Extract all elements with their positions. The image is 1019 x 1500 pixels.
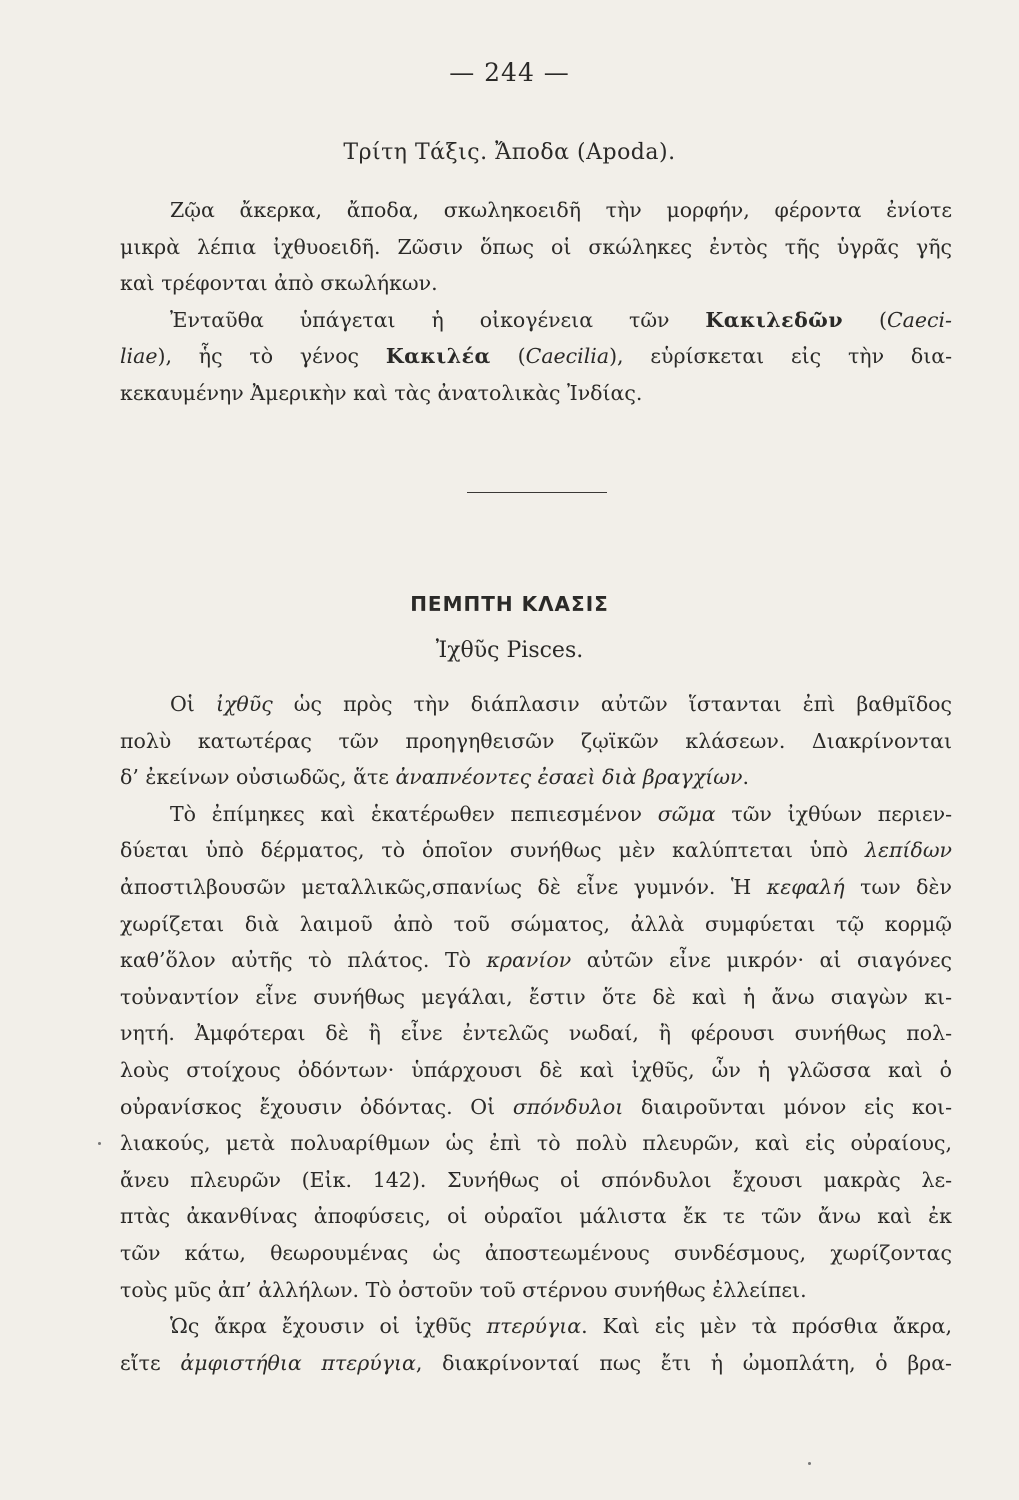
text-line: δ’ ἐκείνων οὐσιωδῶς, ἅτε ἀναπνέοντες ἐσαεὶ διὰ βραγχίων. bbox=[120, 765, 749, 790]
order-title: Τρίτη Τάξις. Ἄποδα (Apoda). bbox=[343, 140, 676, 165]
genus-name: Κακιλέα bbox=[385, 344, 491, 369]
text-line: λιακούς, μετὰ πολυαρίθμων ὡς ἐπὶ τὸ πολὺ πλευρῶν, καὶ εἰς οὐραίους, bbox=[120, 1131, 952, 1156]
text-line: χωρίζεται διὰ λαιμοῦ ἀπὸ τοῦ σώματος, ἀλλὰ συμφύεται τῷ κορμῷ bbox=[120, 911, 952, 936]
text-line: οὐρανίσκος ἔχουσιν ὀδόντας. Οἱ σπόνδυλοι διαιροῦνται μόνον εἰς κοι- bbox=[120, 1094, 952, 1119]
class-subtitle: Ἰχθῦς Pisces. bbox=[435, 638, 584, 663]
text-line: liae), ἧς τὸ γένος Κακιλέα (Caecilia), εὑρίσκεται εἰς τὴν δια- bbox=[120, 344, 953, 369]
section-divider bbox=[467, 492, 607, 493]
text-line: τῶν κάτω, θεωρουμένας ὡς ἀποστεωμένους συνδέσμους, χωρίζοντας bbox=[120, 1240, 952, 1265]
text-line: τοὺς μῦς ἀπ’ ἀλλήλων. Τὸ ὀστοῦν τοῦ στέρνου συνήθως ἐλλείπει. bbox=[120, 1277, 807, 1302]
text-line: Ζῷα ἄκερκα, ἄποδα, σκωληκοειδῆ τὴν μορφήν, φέροντα ἐνίοτε bbox=[170, 198, 952, 222]
pisces-description bbox=[120, 686, 952, 1381]
class-heading: ΠΕΜΠΤΗ ΚΛΑΣΙΣ bbox=[410, 592, 609, 616]
text-line: Οἱ ἰχθῦς ὡς πρὸς τὴν διάπλασιν αὐτῶν ἵστανται ἐπὶ βαθμῖδος bbox=[170, 692, 952, 716]
text-line: ἀποστιλβουσῶν μεταλλικῶς,σπανίως δὲ εἶνε γυμνόν. Ἡ κεφαλή των δὲν bbox=[120, 874, 952, 899]
text-line: πολὺ κατωτέρας τῶν προηγηθεισῶν ζῳϊκῶν κλάσεων. Διακρίνονται bbox=[120, 728, 952, 753]
text-line: Τὸ ἐπίμηκες καὶ ἑκατέρωθεν πεπιεσμένον σῶμα τῶν ἰχθύων περιεν- bbox=[170, 801, 952, 826]
text-line: Ἐνταῦθα ὑπάγεται ἡ οἰκογένεια τῶν Κακιλεδῶν (Caeci- bbox=[170, 307, 952, 332]
paper-speck bbox=[808, 1462, 811, 1465]
page-number: — 244 — bbox=[449, 58, 570, 87]
text-line: Ὡς ἄκρα ἔχουσιν οἱ ἰχθῦς πτερύγια. Καὶ εἰς μὲν τὰ πρόσθια ἄκρα, bbox=[170, 1314, 952, 1339]
family-name: Κακιλεδῶν bbox=[705, 307, 844, 332]
text-line: καθ’ὅλον αὐτῆς τὸ πλάτος. Τὸ κρανίον αὐτῶν εἶνε μικρόν· αἱ σιαγόνες bbox=[120, 948, 952, 973]
order-description bbox=[120, 192, 952, 412]
text-line: λοὺς στοίχους ὀδόντων· ὑπάρχουσι δὲ καὶ ἰχθῦς, ὧν ἡ γλῶσσα καὶ ὁ bbox=[120, 1057, 952, 1082]
text-line: δύεται ὑπὸ δέρματος, τὸ ὁποῖον συνήθως μὲν καλύπτεται ὑπὸ λεπίδων bbox=[120, 838, 952, 863]
text-line: πτὰς ἀκανθίνας ἀποφύσεις, οἱ οὐραῖοι μάλιστα ἔκ τε τῶν ἄνω καὶ ἐκ bbox=[120, 1204, 952, 1229]
text-line: εἴτε ἀμφιστήθια πτερύγια, διακρίνονταί πως ἔτι ἡ ὠμοπλάτη, ὁ βρα- bbox=[120, 1350, 952, 1375]
text-line: καὶ τρέφονται ἀπὸ σκωλήκων. bbox=[120, 271, 438, 296]
paper-speck bbox=[98, 1142, 101, 1145]
text-line: κεκαυμένην Ἀμερικὴν καὶ τὰς ἀνατολικὰς Ἰνδίας. bbox=[120, 380, 643, 405]
text-line: ἄνευ πλευρῶν (Εἰκ. 142). Συνήθως οἱ σπόνδυλοι ἔχουσι μακρὰς λε- bbox=[120, 1167, 952, 1192]
text-line: μικρὰ λέπια ἰχθυοειδῆ. Ζῶσιν ὅπως οἱ σκώληκες ἐντὸς τῆς ὑγρᾶς γῆς bbox=[120, 234, 952, 259]
text-line: νητή. Ἀμφότεραι δὲ ἢ εἶνε ἐντελῶς νωδαί, ἢ φέρουσι συνήθως πολ- bbox=[120, 1021, 952, 1046]
text-line: τοὐναντίον εἶνε συνήθως μεγάλαι, ἔστιν ὅτε δὲ καὶ ἡ ἄνω σιαγὼν κι- bbox=[120, 984, 952, 1009]
